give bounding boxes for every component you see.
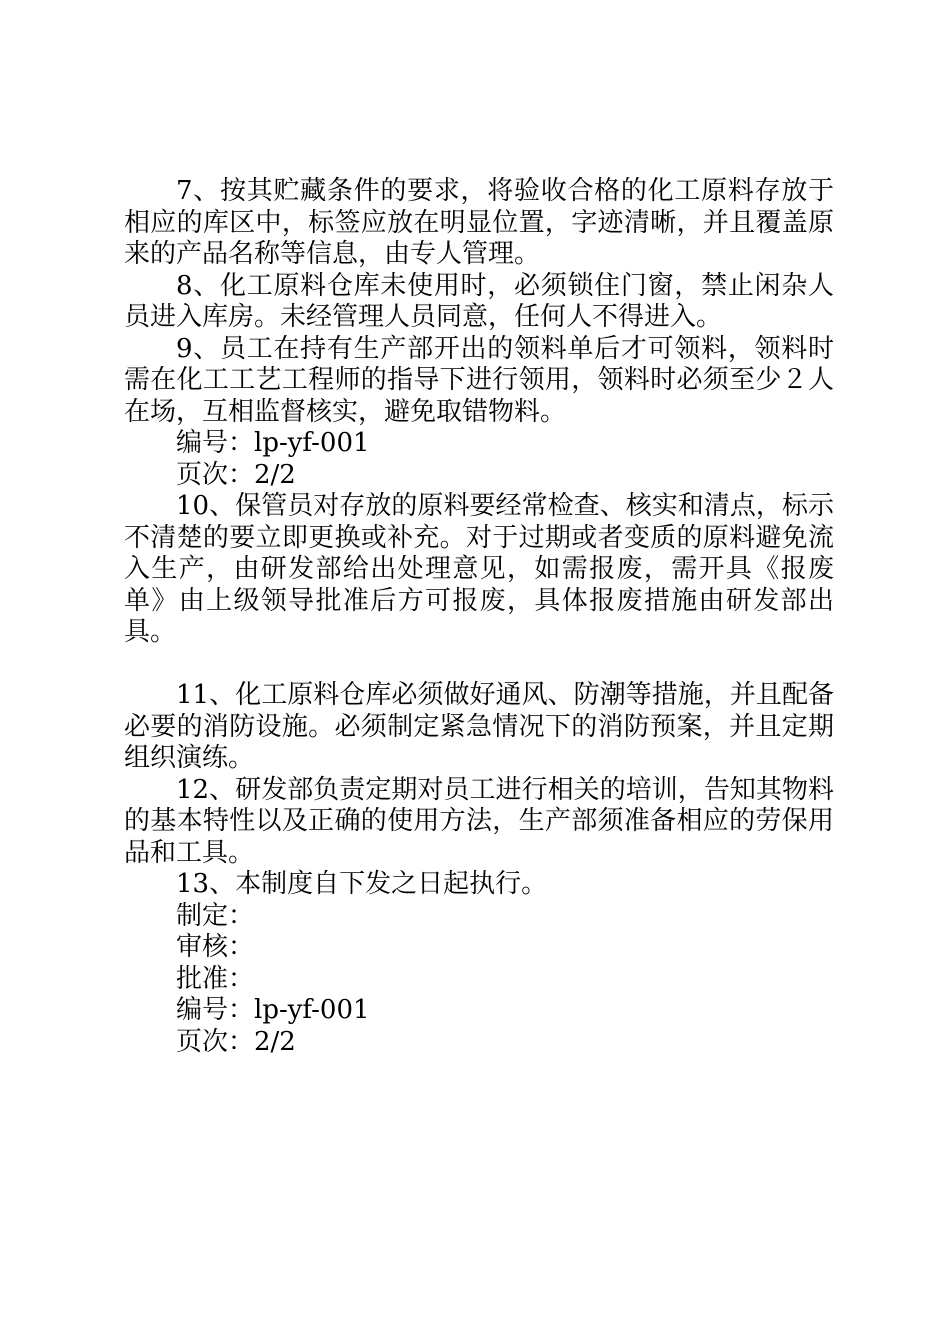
paragraph-item-10: 10、保管员对存放的原料要经常检查、核实和清点，标示不清楚的要立即更换或补充。对于过期或者变质的原料避免流入生产，由研发部给出处理意见，如需报废，需开具《报废单》由上级领导批准后方可报废，具体报废措施由研发部出具。	[124, 491, 834, 647]
paragraph-item-11: 11、化工原料仓库必须做好通风、防潮等措施，并且配备必要的消防设施。必须制定紧急情况下的消防预案，并且定期组织演练。	[124, 680, 834, 773]
document-number: 编号：lp-yf-001	[176, 428, 370, 458]
document-number-footer: 编号：lp-yf-001	[176, 995, 370, 1025]
paragraph-item-13: 13、本制度自下发之日起执行。	[176, 869, 548, 899]
approved-by-label: 批准：	[176, 963, 255, 994]
page-number: 页次：2/2	[176, 459, 296, 490]
drafted-by-label: 制定：	[176, 900, 255, 931]
document-body	[124, 176, 834, 1058]
page-number-footer: 页次：2/2	[176, 1026, 296, 1057]
paragraph-item-7: 7、按其贮藏条件的要求，将验收合格的化工原料存放于相应的库区中，标签应放在明显位置，字迹清晰，并且覆盖原来的产品名称等信息，由专人管理。	[124, 176, 834, 269]
paragraph-item-12: 12、研发部负责定期对员工进行相关的培训，告知其物料的基本特性以及正确的使用方法，生产部须准备相应的劳保用品和工具。	[124, 774, 834, 868]
paragraph-item-9: 9、员工在持有生产部开出的领料单后才可领料，领料时需在化工工艺工程师的指导下进行领用，领料时必须至少２人在场，互相监督核实，避免取错物料。	[124, 333, 834, 427]
reviewed-by-label: 审核：	[176, 932, 255, 962]
paragraph-item-8: 8、化工原料仓库未使用时，必须锁住门窗，禁止闲杂人员进入库房。未经管理人员同意，任何人不得进入。	[124, 270, 834, 332]
